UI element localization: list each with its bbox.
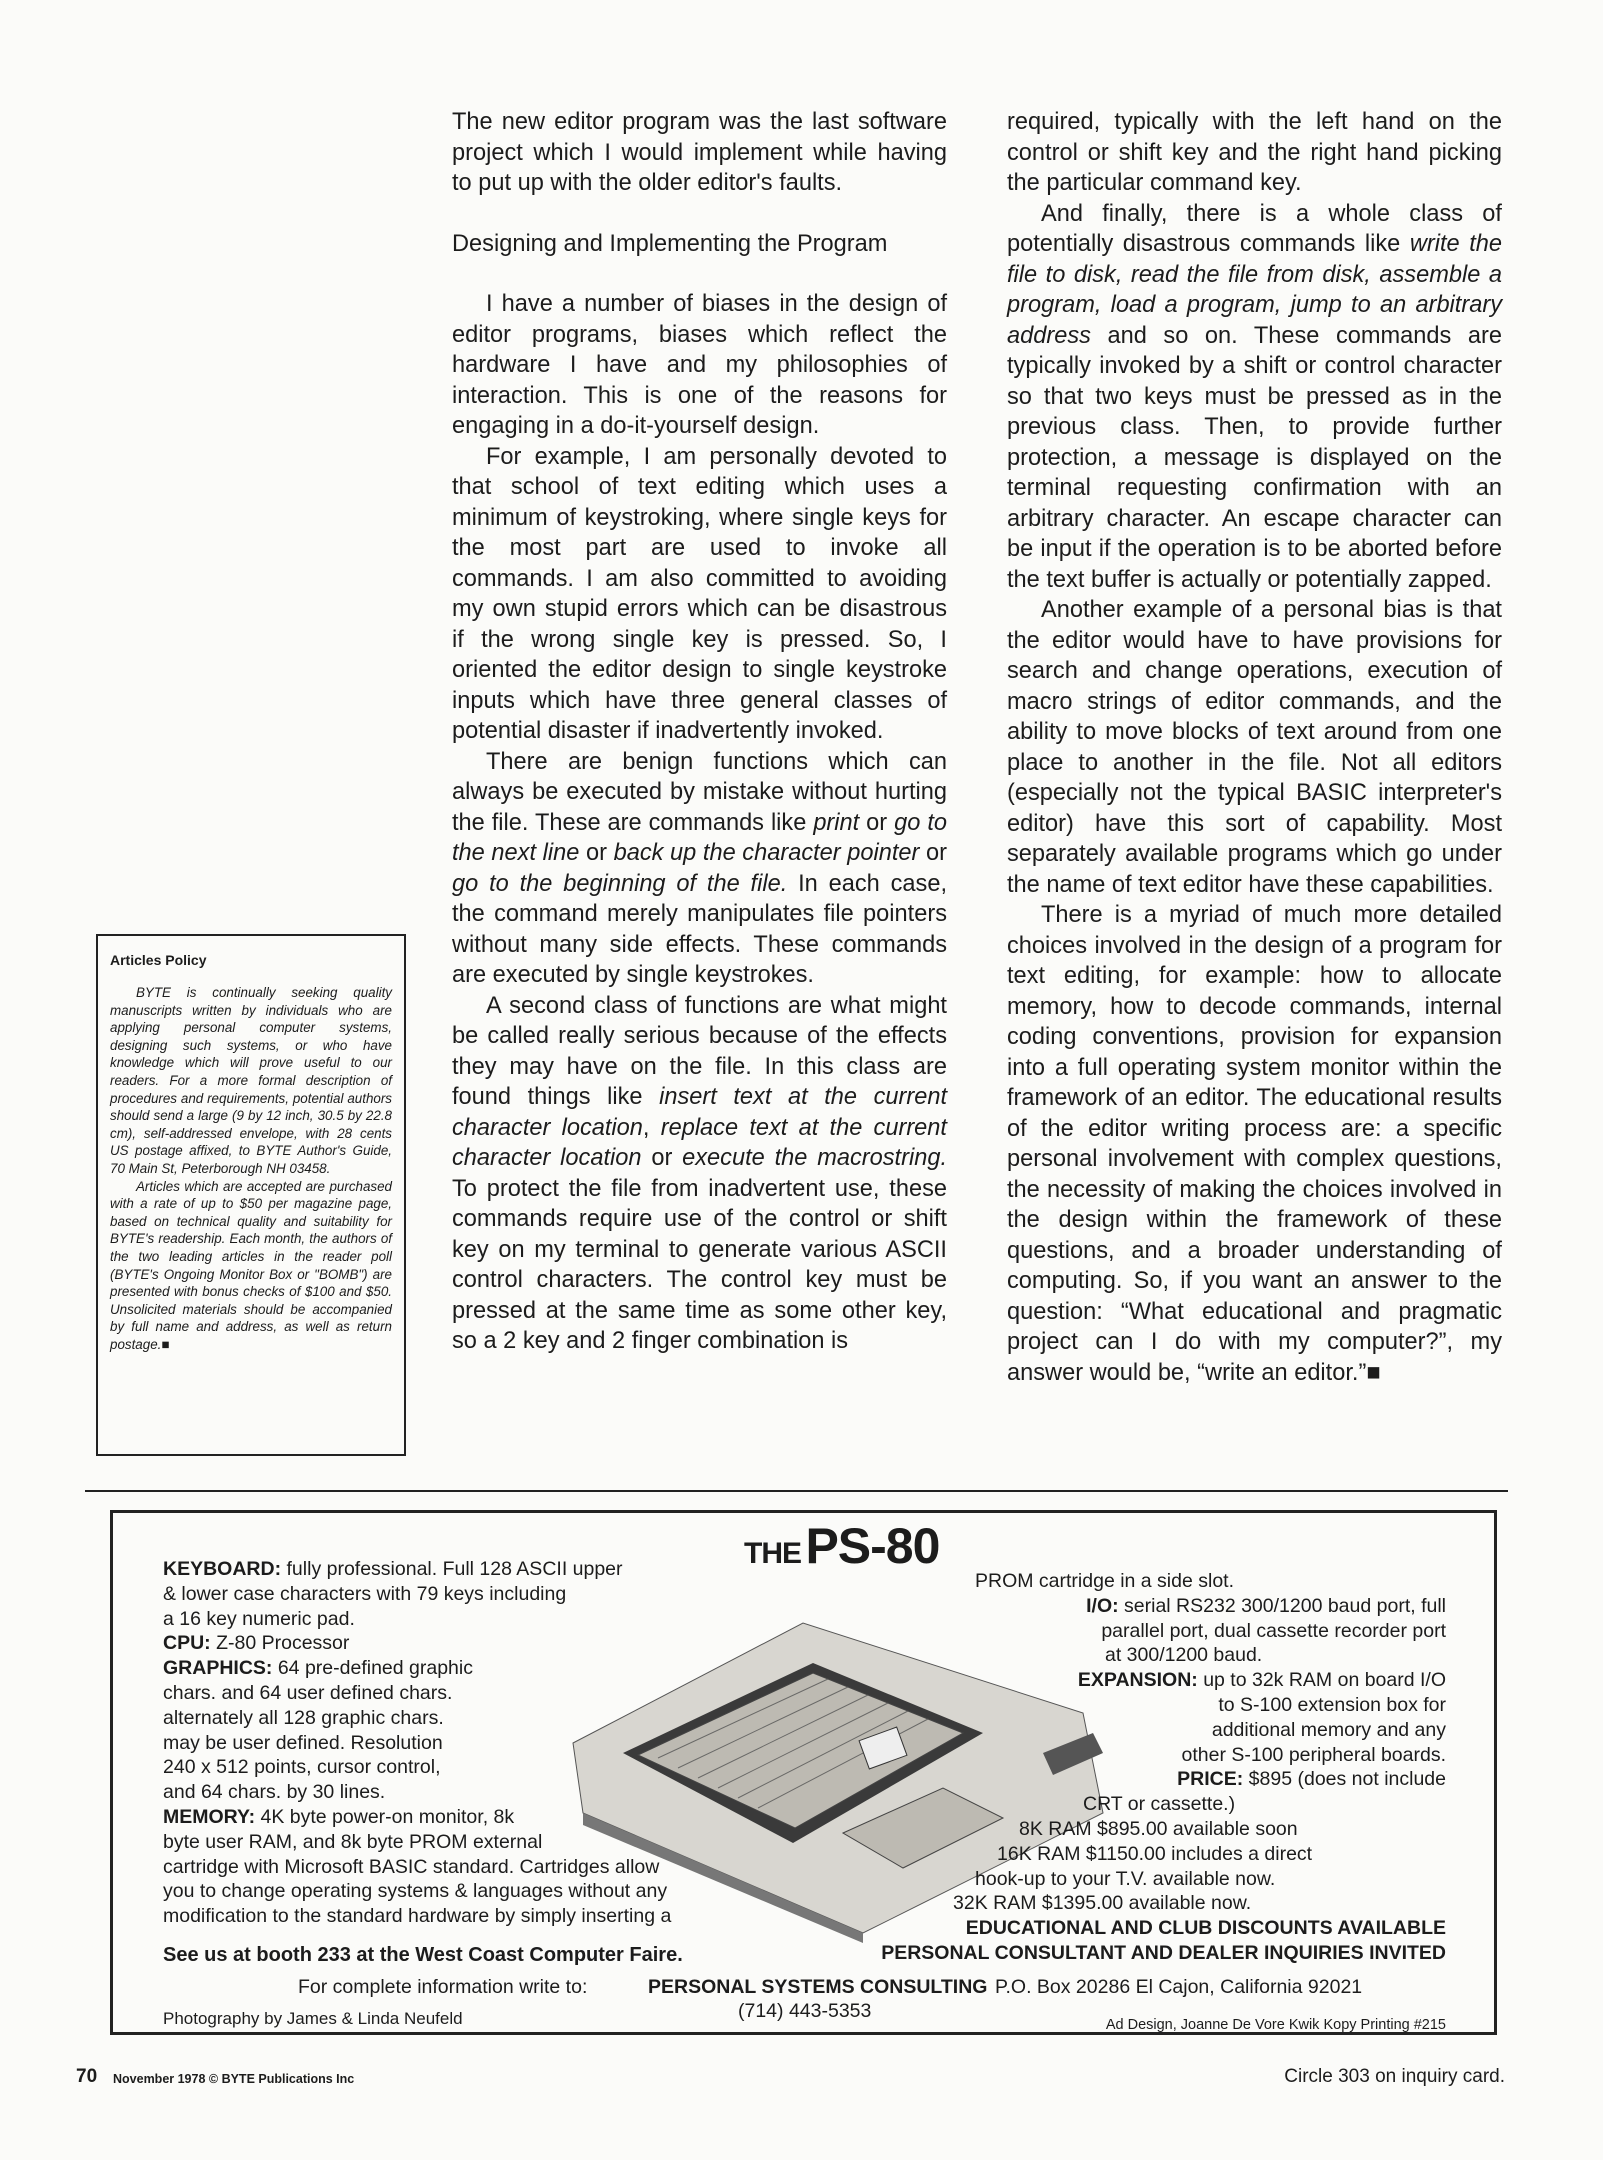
italic-text: replace text at the current character location — [452, 1114, 947, 1171]
ad-spec-line — [966, 1916, 1446, 1941]
text: In each case, the command merely manipulates file pointers without many side effects. These commands are executed by single keystrokes. — [452, 870, 948, 988]
text: There are benign functions which can always be executed by mistake without hurting the file. These are commands like — [452, 748, 947, 836]
ad-spec-line — [1212, 1718, 1446, 1743]
ad-spec-line — [1182, 1743, 1447, 1768]
ad-spec-line — [881, 1941, 1446, 1966]
ad-spec-line — [1019, 1817, 1298, 1842]
spec-text: $895 (does not include — [1243, 1768, 1446, 1791]
paragraph: Another example of a personal bias is that the editor would have to have provisions for search and change operations, execution of macro strings of editor commands, and the ability to move blocks of text around from one place to another in the file. Not all editors (especially not the typical BASIC interpreter's editor) have this sort of capability. Most separately available programs which go under the name of text editor have these capabilities. — [1007, 597, 1502, 898]
spec-text: may be user defined. Resolution — [163, 1731, 443, 1754]
article-column-2 — [1007, 107, 1502, 1388]
spec-label: I/O: — [1086, 1594, 1119, 1617]
page-number-text: 70 — [76, 2066, 98, 2087]
ad-spec-line — [163, 1855, 659, 1880]
ad-spec-line — [163, 1780, 385, 1805]
italic-text: go to the beginning of the file. — [452, 870, 788, 897]
spec-text: hook-up to your T.V. available now. — [975, 1867, 1276, 1890]
paragraph — [1007, 199, 1502, 596]
ad-spec-line — [163, 1557, 623, 1582]
page-number — [76, 2066, 97, 2088]
spec-text: and 64 chars. by 30 lines. — [163, 1781, 386, 1804]
spec-label: EDUCATIONAL AND CLUB DISCOUNTS AVAILABLE — [965, 1917, 1446, 1940]
ad-spec-line — [1105, 1643, 1262, 1668]
paragraph: There is a myriad of much more detailed choices involved in the design of a program for text editing, for example: how to allocate memory, how to decode commands, internal coding conventions, provision for expansion into a full operating system monitor within the framework of an editor. The educational results of the editor writing process are: a specific personal involvement with complex questions, the necessity of making the choices involved in the design within the framework of these questions, and a broader understanding of computing. So, if you want an answer to the question: “What educational and pragmatic project can I do with my computer?”, my answer would be, “write an editor.”■ — [1007, 902, 1502, 1386]
ps80-advertisement — [110, 1510, 1497, 2035]
ad-spec-line — [1078, 1668, 1446, 1693]
italic-text: write the file to disk, read the file from disk, assemble a program, load a program, jump to an arbitrary address — [1007, 231, 1502, 349]
spec-text: modification to the standard hardware by simply inserting a — [163, 1905, 672, 1928]
spec-text: 240 x 512 points, cursor control, — [163, 1756, 441, 1779]
spec-text: you to change operating systems & languages without any — [163, 1880, 668, 1903]
spec-text: serial RS232 300/1200 baud port, full — [1118, 1594, 1446, 1617]
italic-text: print — [813, 809, 860, 836]
ad-title — [744, 1517, 939, 1575]
italic-text: insert text at the current character location — [452, 1084, 947, 1141]
spec-text: alternately all 128 graphic chars. — [163, 1706, 444, 1729]
paragraph — [452, 991, 947, 1357]
ad-spec-line — [163, 1830, 542, 1855]
text: And finally, there is a whole class of potentially disastrous commands like — [1007, 200, 1502, 257]
spec-text: byte user RAM, and 8k byte PROM external — [163, 1830, 543, 1853]
info-prefix: For complete information write to: — [298, 1976, 588, 1998]
ad-spec-line — [163, 1904, 671, 1929]
ad-spec-line — [163, 1681, 452, 1706]
text: or — [919, 840, 947, 866]
spec-label: GRAPHICS: — [163, 1657, 273, 1680]
ad-spec-line — [163, 1755, 441, 1780]
ad-spec-line — [163, 1631, 349, 1656]
text: or — [579, 840, 614, 866]
spec-text: 4K byte power-on monitor, 8k — [255, 1806, 515, 1828]
text: or — [641, 1145, 683, 1171]
company-name: PERSONAL SYSTEMS CONSULTING — [648, 1976, 988, 1998]
paragraph: The new editor program was the last software project which I would implement while having to put up with the older editor's faults. — [452, 109, 947, 196]
spec-text: Z-80 Processor — [210, 1632, 350, 1655]
ad-spec-line — [1086, 1594, 1446, 1619]
ad-spec-line — [163, 1879, 667, 1904]
ad-title-product: PS-80 — [805, 1518, 940, 1574]
spec-text: & lower case characters with 79 keys including — [163, 1582, 567, 1605]
section-heading: Designing and Implementing the Program — [452, 230, 888, 257]
text: and so on. These commands are typically invoked by a shift or control character so that two keys must be pressed as in the previous class. Then, to provide further protection, a message is displayed on the terminal requesting confirmation with an arbitrary character. An escape character can be input if the operation is to be aborted before the text buffer is actually or potentially zapped. — [1007, 322, 1502, 593]
paragraph: I have a number of biases in the design of editor programs, biases which reflect the hardware I have and my philosophies of interaction. This is one of the reasons for engaging in a do-it-yourself design. — [452, 291, 947, 439]
ad-spec-line — [163, 1706, 444, 1731]
paragraph: required, typically with the left hand on the control or shift key and the right hand picking the particular command key. — [1007, 109, 1502, 196]
photo-credit: Photography by James & Linda Neufeld — [163, 2009, 463, 2028]
spec-text: chars. and 64 user defined chars. — [163, 1682, 453, 1704]
inquiry-note: Circle 303 on inquiry card. — [1284, 2066, 1505, 2087]
ad-spec-line — [953, 1891, 1251, 1916]
company-phone: (714) 443-5353 — [738, 2000, 872, 2022]
issue-line: November 1978 © BYTE Publications Inc — [113, 2072, 355, 2086]
policy-paragraph: Articles which are accepted are purchased with a rate of up to $50 per magazine page, based on technical quality and suitability for BYTE's readership. Each month, the authors of the two leading articles in the reader poll (BYTE's Ongoing Monitor Box or "BOMB") are presented with bonus checks of $100 and $50. Unsolicited materials should be accompanied by full name and address, as well as return postage.■ — [110, 1178, 392, 1352]
spec-text: CRT or cassette.) — [1083, 1793, 1236, 1816]
ad-spec-line — [163, 1656, 473, 1681]
policy-paragraph: BYTE is continually seeking quality manuscripts written by individuals who are applying personal computer systems, designing such systems, or who have knowledge which will prove useful to our readers. For a more formal description of procedures and requirements, potential authors should send a large (9 by 12 inch, 30.5 by 22.8 cm), self-addressed envelope, with 28 cents US postage affixed, to BYTE Author's Guide, 70 Main St, Peterborough NH 03458. — [110, 985, 392, 1176]
spec-text: PROM cartridge in a side slot. — [975, 1570, 1235, 1592]
text: To protect the file from inadvertent use, these commands require use of the control or shift key on my terminal to generate various ASCII control characters. The control key must be pressed at the same time as some other key, so a 2 key and 2 finger combination is — [452, 1175, 947, 1354]
text: or — [859, 809, 895, 836]
ad-spec-line — [163, 1582, 566, 1607]
spec-text: a 16 key numeric pad. — [163, 1607, 355, 1630]
ad-spec-line — [163, 1805, 514, 1830]
text: , — [642, 1114, 661, 1141]
spec-text: up to 32k RAM on board I/O — [1197, 1669, 1446, 1692]
spec-text: fully professional. Full 128 ASCII upper — [281, 1558, 623, 1580]
spec-text: additional memory and any — [1211, 1718, 1446, 1741]
spec-label: PRICE: — [1177, 1768, 1244, 1791]
ad-spec-line — [163, 1731, 443, 1756]
divider — [85, 1490, 1508, 1492]
text: A second class of functions are what might be called really serious because of the effects they may have on the file. In this class are found things like — [452, 992, 947, 1110]
spec-text: 32K RAM $1395.00 available now. — [953, 1892, 1252, 1915]
spec-text: 16K RAM $1150.00 includes a direct — [997, 1842, 1313, 1865]
spec-label: MEMORY: — [163, 1806, 256, 1828]
design-credit: Ad Design, Joanne De Vore Kwik Kopy Printing #215 — [1105, 2017, 1446, 2033]
paragraph: For example, I am personally devoted to that school of text editing which uses a minimum of keystroking, where single keys for the most part are used to invoke all commands. I am also committed to avoiding my own stupid errors which can be disastrous if the wrong single key is pressed. So, I oriented the editor design to single keystroke inputs which have three general classes of potential disaster if inadvertently invoked. — [452, 443, 947, 744]
articles-policy-box — [96, 934, 406, 1456]
spec-label: PERSONAL CONSULTANT AND DEALER INQUIRIES INVITED — [881, 1942, 1446, 1964]
italic-text: back up the character pointer — [613, 840, 920, 866]
spec-text: 8K RAM $895.00 available soon — [1019, 1818, 1298, 1840]
ad-spec-line — [163, 1607, 355, 1632]
spec-text: cartridge with Microsoft BASIC standard. Cartridges allow — [163, 1855, 660, 1878]
paragraph — [452, 747, 947, 991]
ad-spec-line — [975, 1867, 1275, 1892]
company-address: P.O. Box 20286 El Cajon, California 92021 — [995, 1976, 1363, 1998]
spec-label: KEYBOARD: — [163, 1558, 282, 1580]
ad-spec-line — [1083, 1792, 1235, 1817]
ad-spec-line — [997, 1842, 1312, 1867]
booth-notice: See us at booth 233 at the West Coast Computer Faire. — [163, 1944, 683, 1966]
italic-text: execute the macrostring. — [682, 1145, 947, 1171]
spec-text: at 300/1200 baud. — [1105, 1644, 1263, 1667]
spec-text: 64 pre-defined graphic — [272, 1657, 473, 1680]
ad-spec-line — [1177, 1767, 1446, 1792]
spec-text: to S-100 extension box for — [1218, 1694, 1446, 1716]
ad-spec-line — [1101, 1619, 1446, 1644]
spec-text: other S-100 peripheral boards. — [1181, 1743, 1446, 1766]
ad-spec-line — [1218, 1693, 1446, 1718]
italic-text: go to the next line — [452, 809, 948, 866]
policy-title: Articles Policy — [110, 952, 207, 968]
ad-spec-line — [975, 1569, 1234, 1594]
ad-title-the: THE — [744, 1537, 801, 1570]
article-column-1 — [452, 107, 947, 1357]
spec-label: EXPANSION: — [1077, 1669, 1198, 1692]
spec-label: CPU: — [163, 1632, 211, 1655]
spec-text: parallel port, dual cassette recorder port — [1101, 1619, 1446, 1642]
